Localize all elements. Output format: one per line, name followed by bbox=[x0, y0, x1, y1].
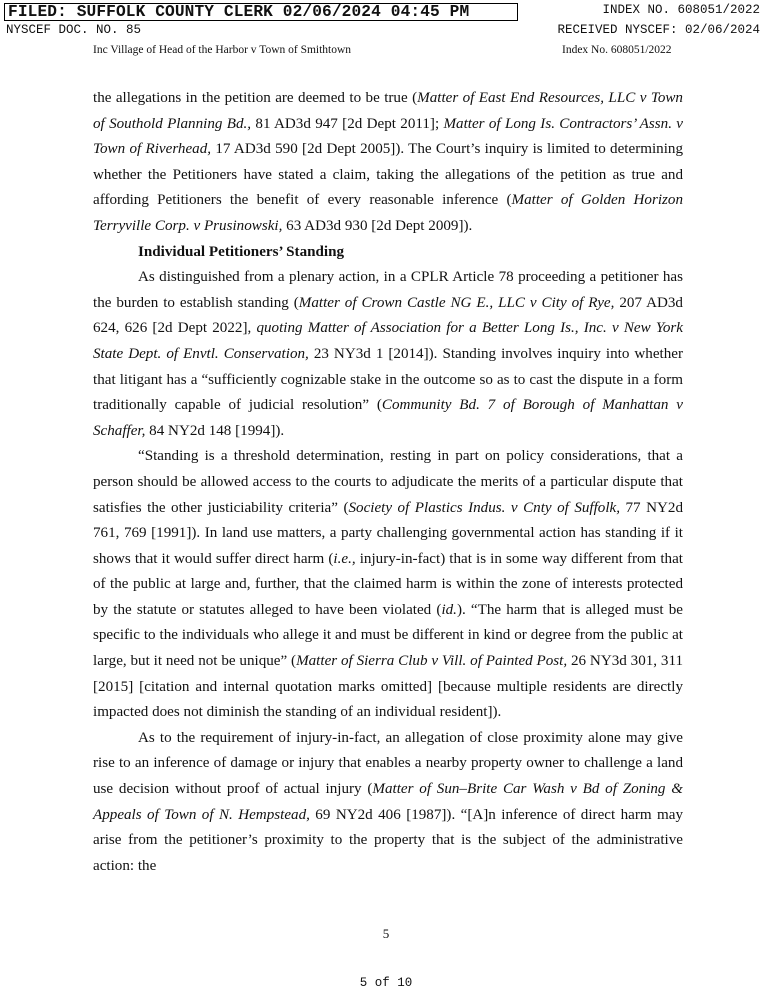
page-of-total: 5 of 10 bbox=[359, 976, 413, 990]
section-heading: Individual Petitioners’ Standing bbox=[138, 243, 345, 260]
index-number: INDEX NO. 608051/2022 bbox=[602, 3, 760, 17]
received-date: RECEIVED NYSCEF: 02/06/2024 bbox=[557, 23, 760, 37]
page-number: 5 bbox=[382, 926, 390, 941]
case-citation: Matter of Golden Horizon Terryville Corp. v Prusinowski, bbox=[93, 192, 683, 234]
case-citation: Matter of Crown Castle NG E., LLC v City of Rye, bbox=[298, 294, 615, 311]
case-caption: Inc Village of Head of the Harbor v Town of Smithtown bbox=[93, 44, 352, 56]
case-citation: Society of Plastics Indus. v Cnty of Suffolk, bbox=[348, 499, 621, 516]
latin-abbrev: id. bbox=[441, 601, 457, 618]
filed-stamp: FILED: SUFFOLK COUNTY CLERK 02/06/2024 04:45 PM bbox=[4, 3, 518, 21]
latin-abbrev: i.e., bbox=[333, 550, 356, 567]
paragraph: the allegations in the petition are deemed to be true (Matter of East End Resources, LLC v Town of Southold Planning Bd., 81 AD3d 947 [2d Dept 2011]; Matter of Long Is. Contractors’ Assn. v Town of Riverhead, 17 AD3d 590 [2d Dept 2005]). The Court’s inquiry is limited to determining whether the Petitioners have stated a claim, taking the allegations of the petition as true and affording Petitioners the benefit of every reasonable inference (Matter of Golden Horizon Terryville Corp. v Prusinowski, 63 AD3d 930 [2d Dept 2009]). bbox=[93, 90, 683, 234]
case-citation: Matter of East End Resources, LLC v Town of Southold Planning Bd., bbox=[93, 90, 683, 132]
case-citation: quoting Matter of Association for a Better Long Is., Inc. v New York State Dept. of Envtl. Conservation, bbox=[93, 320, 683, 362]
caption-index: Index No. 608051/2022 bbox=[562, 44, 672, 56]
paragraph: As to the requirement of injury-in-fact, an allegation of close proximity alone may give rise to an inference of damage or injury that enables a nearby property owner to challenge a land use decision without proof of actual injury (Matter of Sun–Brite Car Wash v Bd of Zoning & Appeals of Town of N. Hempstead, 69 NY2d 406 [1987]). “[A]n inference of direct harm may arise from the petitioner’s proximity to the property that is the subject of the administrative action: the bbox=[93, 729, 683, 874]
paragraph: As distinguished from a plenary action, in a CPLR Article 78 proceeding a petitioner has the burden to establish standing (Matter of Crown Castle NG E., LLC v City of Rye, 207 AD3d 624, 626 [2d Dept 2022], quoting Matter of Association for a Better Long Is., Inc. v New York State Dept. of Envtl. Conservation, 23 NY3d 1 [2014]). Standing involves inquiry into whether that litigant has a “sufficiently cognizable stake in the outcome so as to cast the dispute in a form traditionally capable of judicial resolution” (Community Bd. 7 of Borough of Manhattan v Schaffer, 84 NY2d 148 [1994]). bbox=[93, 269, 683, 439]
case-citation: Matter of Sierra Club v Vill. of Painted Post, bbox=[296, 653, 568, 670]
case-citation: Matter of Long Is. Contractors’ Assn. v Town of Riverhead, bbox=[93, 115, 683, 158]
document-body bbox=[93, 86, 683, 879]
case-citation: Community Bd. 7 of Borough of Manhattan v Schaffer, bbox=[93, 397, 683, 439]
paragraph: “Standing is a threshold determination, resting in part on policy considerations, that a person should be allowed access to the courts to adjudicate the merits of a particular dispute that satisfies the other justiciability criteria” (Society of Plastics Indus. v Cnty of Suffolk, 77 NY2d 761, 769 [1991]). In land use matters, a party challenging governmental action has standing if it shows that it would suffer direct harm (i.e., injury-in-fact) that is in some way different from that of the public at large and, further, that the claimed harm is within the zone of interests protected by the statute or statutes alleged to have been violated (id.). “The harm that is alleged must be specific to the individuals who allege it and must be different in kind or degree from the public at large, but it need not be unique” (Matter of Sierra Club v Vill. of Painted Post, 26 NY3d 301, 311 [2015] [citation and internal quotation marks omitted] [because multiple residents are directly impacted does not diminish the standing of an individual resident]). bbox=[93, 448, 684, 721]
case-citation: Matter of Sun–Brite Car Wash v Bd of Zoning & Appeals of Town of N. Hempstead, bbox=[93, 781, 683, 823]
nyscef-doc-number: NYSCEF DOC. NO. 85 bbox=[6, 23, 142, 37]
